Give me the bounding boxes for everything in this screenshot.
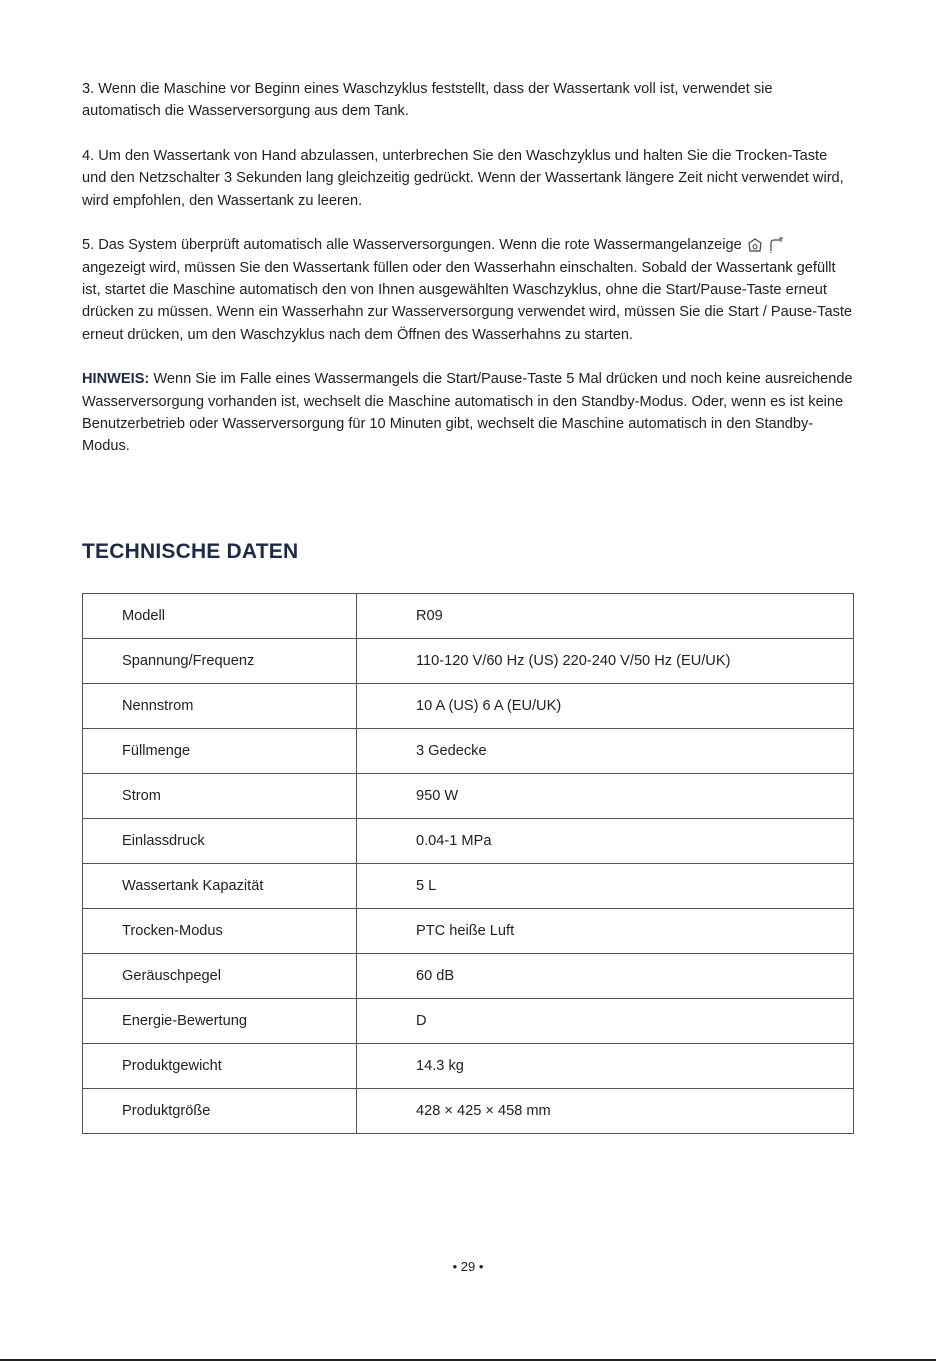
spec-value: 60 dB: [357, 954, 854, 999]
table-row: [83, 684, 854, 729]
paragraph-5: [82, 234, 854, 346]
spec-value: 0.04-1 MPa: [357, 819, 854, 864]
note-label: HINWEIS:: [82, 371, 150, 388]
paragraph-5-end: angezeigt wird, müssen Sie den Wassertank füllen oder den Wasserhahn einschalten. Sobald der Wassertank gefüllt ist, startet die Maschine automatisch den von Ihnen ausgewählten Waschzyklus, ohne die Start/Pause-Taste erneut drücken zu müssen. Wenn ein Wasserhahn zur Wasserversorgung verwendet wird, müssen Sie die Start / Pause-Taste erneut drücken, um den Waschzyklus nach dem Öffnen des Wasserhahns zu starten.: [82, 259, 853, 343]
spec-value: 110-120 V/60 Hz (US) 220-240 V/50 Hz (EU/UK): [357, 639, 854, 684]
note-text: Wenn Sie im Falle eines Wassermangels die Start/Pause-Taste 5 Mal drücken und noch keine ausreichende Wasserversorgung vorhanden ist, wechselt die Maschine automatisch in den Standby-Modus. Oder, wenn es ist keine Benutzerbetrieb oder Wasserversorgung für 10 Minuten gibt, wechselt die Maschine automatisch in den Standby-Modus.: [82, 371, 853, 455]
spec-label: Trocken-Modus: [83, 909, 357, 954]
spec-label: Modell: [83, 594, 357, 639]
spec-value: 3 Gedecke: [357, 729, 854, 774]
body-text: [82, 78, 854, 480]
table-row: [83, 819, 854, 864]
spec-value: R09: [357, 594, 854, 639]
spec-label: Energie-Bewertung: [83, 999, 357, 1044]
spec-value: PTC heiße Luft: [357, 909, 854, 954]
paragraph-3: 3. Wenn die Maschine vor Beginn eines Waschzyklus feststellt, dass der Wassertank voll ist, verwendet sie automatisch die Wasserversorgung aus dem Tank.: [82, 81, 773, 120]
spec-label: Einlassdruck: [83, 819, 357, 864]
tank-icon: [746, 237, 764, 253]
spec-label: Füllmenge: [83, 729, 357, 774]
table-row: [83, 774, 854, 819]
spec-label: Spannung/Frequenz: [83, 639, 357, 684]
spec-value: 14.3 kg: [357, 1044, 854, 1089]
spec-value: 5 L: [357, 864, 854, 909]
table-row: [83, 1089, 854, 1134]
spec-label: Nennstrom: [83, 684, 357, 729]
page-number: • 29 •: [452, 1259, 484, 1274]
section-title: TECHNISCHE DATEN: [82, 540, 299, 563]
table-row: [83, 999, 854, 1044]
spec-label: Geräuschpegel: [83, 954, 357, 999]
table-row: [83, 639, 854, 684]
spec-value: D: [357, 999, 854, 1044]
spec-value: 10 A (US) 6 A (EU/UK): [357, 684, 854, 729]
water-shortage-indicator: [746, 234, 786, 256]
spec-value: 428 × 425 × 458 mm: [357, 1089, 854, 1134]
table-row: [83, 954, 854, 999]
table-row: [83, 1044, 854, 1089]
spec-label: Strom: [83, 774, 357, 819]
table-row: [83, 594, 854, 639]
spec-label: Produktgewicht: [83, 1044, 357, 1089]
table-row: [83, 909, 854, 954]
table-row: [83, 729, 854, 774]
spec-value: 950 W: [357, 774, 854, 819]
paragraph-4: 4. Um den Wassertank von Hand abzulassen, unterbrechen Sie den Waschzyklus und halten Sie die Trocken-Taste und den Netzschalter 3 Sekunden lang gleichzeitig gedrückt. Wenn der Wassertank längere Zeit nicht verwendet wird, wird empfohlen, den Wassertank zu leeren.: [82, 147, 844, 209]
paragraph-5-start: 5. Das System überprüft automatisch alle Wasserversorgungen. Wenn die rote Wassermangelanzeige: [82, 237, 742, 254]
specs-table: [82, 593, 854, 1134]
table-row: [83, 864, 854, 909]
spec-label: Produktgröße: [83, 1089, 357, 1134]
bottom-divider: [0, 1359, 936, 1361]
note-paragraph: [82, 368, 854, 458]
spec-label: Wassertank Kapazität: [83, 864, 357, 909]
faucet-icon: [768, 237, 786, 253]
